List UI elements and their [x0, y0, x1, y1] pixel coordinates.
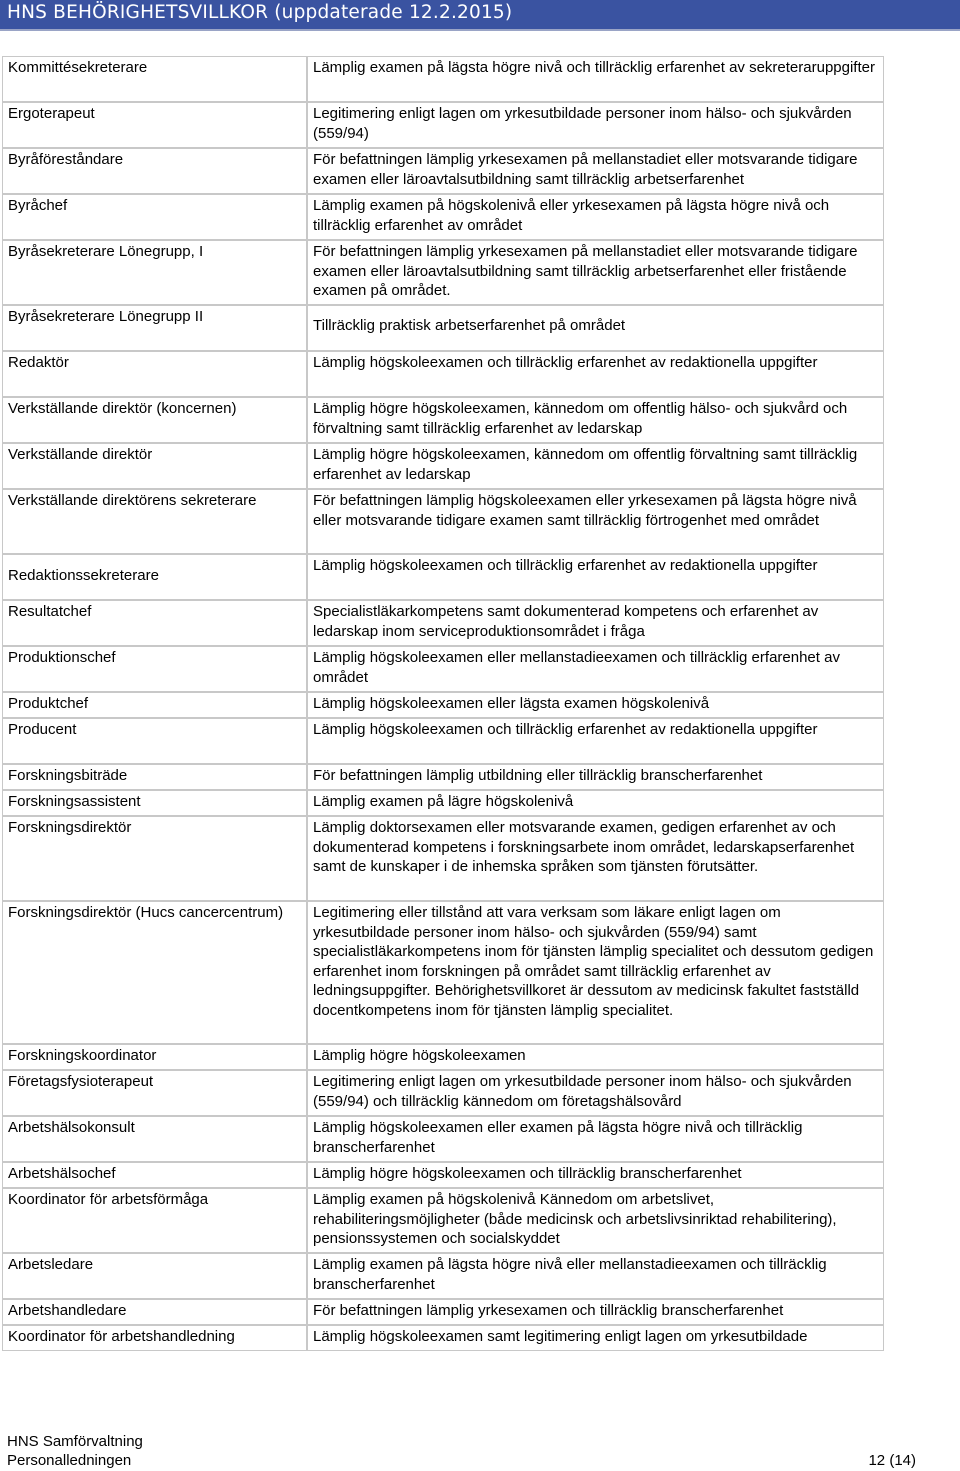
table-row	[2, 901, 884, 1044]
requirement-cell: Legitimering enligt lagen om yrkesutbildade personer inom hälso- och sjukvården (559/94)	[307, 102, 884, 148]
position-title-cell: Produktchef	[2, 692, 307, 718]
position-title-cell: Byråchef	[2, 194, 307, 240]
table-row	[2, 102, 884, 148]
requirement-cell: Lämplig examen på lägsta högre nivå eller mellanstadieexamen och tillräcklig branscherfarenhet	[307, 1253, 884, 1299]
position-title-cell: Byråsekreterare Lönegrupp, I	[2, 240, 307, 305]
table-row	[2, 816, 884, 901]
table-row	[2, 240, 884, 305]
eligibility-table	[2, 56, 884, 1351]
requirement-cell: Lämplig högskoleexamen eller lägsta examen högskolenivå	[307, 692, 884, 718]
requirement-cell: För befattningen lämplig yrkesexamen och tillräcklig branscherfarenhet	[307, 1299, 884, 1325]
position-title-cell: Byråsekreterare Lönegrupp II	[2, 305, 307, 351]
table-row	[2, 1070, 884, 1116]
requirement-cell: Lämplig högskoleexamen eller examen på lägsta högre nivå och tillräcklig branscherfarenhet	[307, 1116, 884, 1162]
table-row	[2, 443, 884, 489]
requirement-cell: För befattningen lämplig högskoleexamen eller yrkesexamen på lägsta högre nivå eller motsvarande tidigare examen samt tillräcklig förtrogenhet med området	[307, 489, 884, 554]
position-title-cell: Ergoterapeut	[2, 102, 307, 148]
page-title: HNS BEHÖRIGHETSVILLKOR (uppdaterade 12.2.2015)	[7, 2, 513, 23]
position-title-cell: Forskningsbiträde	[2, 764, 307, 790]
footer-org: HNS Samförvaltning	[7, 1433, 143, 1450]
position-title-cell: Redaktör	[2, 351, 307, 397]
table-row	[2, 1188, 884, 1253]
position-title-cell: Arbetshandledare	[2, 1299, 307, 1325]
footer-dept: Personalledningen	[7, 1452, 132, 1469]
table-row	[2, 148, 884, 194]
position-title-cell: Arbetshälsochef	[2, 1162, 307, 1188]
position-title-cell: Producent	[2, 718, 307, 764]
table-row	[2, 1325, 884, 1351]
page-number: 12 (14)	[868, 1452, 916, 1469]
position-title-cell: Forskningsdirektör (Hucs cancercentrum)	[2, 901, 307, 1044]
requirement-cell: Lämplig högre högskoleexamen och tillräcklig branscherfarenhet	[307, 1162, 884, 1188]
position-title-cell: Verkställande direktör	[2, 443, 307, 489]
header-divider	[0, 29, 960, 31]
table-row	[2, 397, 884, 443]
footer-org-block	[7, 1432, 143, 1470]
table-row	[2, 489, 884, 554]
position-title-cell: Redaktionssekreterare	[2, 554, 307, 600]
requirement-cell: Legitimering enligt lagen om yrkesutbildade personer inom hälso- och sjukvården (559/94) och tillräcklig kännedom om företagshälsovård	[307, 1070, 884, 1116]
requirement-cell: Lämplig högskoleexamen och tillräcklig erfarenhet av redaktionella uppgifter	[307, 554, 884, 600]
position-title-cell: Byråföreståndare	[2, 148, 307, 194]
table-row	[2, 1044, 884, 1070]
position-title-cell: Forskningsassistent	[2, 790, 307, 816]
table-row	[2, 56, 884, 102]
position-title-cell: Resultatchef	[2, 600, 307, 646]
table-row	[2, 790, 884, 816]
table-row	[2, 1253, 884, 1299]
table-row	[2, 692, 884, 718]
requirement-cell: Lämplig examen på högskolenivå eller yrkesexamen på lägsta högre nivå och tillräcklig erfarenhet av området	[307, 194, 884, 240]
requirement-cell: För befattningen lämplig utbildning eller tillräcklig branscherfarenhet	[307, 764, 884, 790]
table-row	[2, 718, 884, 764]
position-title-cell: Forskningskoordinator	[2, 1044, 307, 1070]
table-row	[2, 554, 884, 600]
table-row	[2, 305, 884, 351]
header-bar	[0, 0, 960, 29]
requirement-cell: Tillräcklig praktisk arbetserfarenhet på området	[307, 305, 884, 351]
table-row	[2, 194, 884, 240]
position-title-cell: Koordinator för arbetshandledning	[2, 1325, 307, 1351]
requirement-cell: Lämplig examen på högskolenivå Kännedom om arbetslivet, rehabiliteringsmöjligheter (både medicinsk och arbetslivsinriktad rehabilitering), pensionssystemen och socialskyddet	[307, 1188, 884, 1253]
requirement-cell: Lämplig högre högskoleexamen	[307, 1044, 884, 1070]
position-title-cell: Produktionschef	[2, 646, 307, 692]
table-body	[2, 56, 884, 1351]
position-title-cell: Företagsfysioterapeut	[2, 1070, 307, 1116]
position-title-cell: Arbetshälsokonsult	[2, 1116, 307, 1162]
requirement-cell: Lämplig högskoleexamen och tillräcklig erfarenhet av redaktionella uppgifter	[307, 351, 884, 397]
requirement-cell: Legitimering eller tillstånd att vara verksam som läkare enligt lagen om yrkesutbildade personer inom hälso- och sjukvården (559/94) samt specialistläkarkompetens inom för tjänsten lämplig specialitet och dessutom gedigen erfarenhet inom forskningen på området samt tillräcklig erfarenhet av ledningsuppgifter. Behörighetsvillkoret är dessutom av medicinsk fakultet fastställd docentkompetens inom för tjänsten lämplig specialitet.	[307, 901, 884, 1044]
requirement-cell: För befattningen lämplig yrkesexamen på mellanstadiet eller motsvarande tidigare examen eller läroavtalsutbildning samt tillräcklig arbetserfarenhet	[307, 148, 884, 194]
table-row	[2, 646, 884, 692]
requirement-cell: Lämplig examen på lägsta högre nivå och tillräcklig erfarenhet av sekreteraruppgifter	[307, 56, 884, 102]
position-title-cell: Koordinator för arbetsförmåga	[2, 1188, 307, 1253]
position-title-cell: Arbetsledare	[2, 1253, 307, 1299]
table-row	[2, 1299, 884, 1325]
requirement-cell: Lämplig högskoleexamen och tillräcklig erfarenhet av redaktionella uppgifter	[307, 718, 884, 764]
position-title-cell: Verkställande direktörens sekreterare	[2, 489, 307, 554]
requirement-cell: Lämplig doktorsexamen eller motsvarande examen, gedigen erfarenhet av och dokumenterad kompetens i forskningsarbete inom området, ledarskapserfarenhet samt de kunskaper i de inhemska språken som tjänsten förutsätter.	[307, 816, 884, 901]
table-row	[2, 1116, 884, 1162]
table-row	[2, 764, 884, 790]
requirement-cell: Lämplig högre högskoleexamen, kännedom om offentlig förvaltning samt tillräcklig erfarenhet av ledarskap	[307, 443, 884, 489]
requirement-cell: Specialistläkarkompetens samt dokumenterad kompetens och erfarenhet av ledarskap inom serviceproduktionsområdet i fråga	[307, 600, 884, 646]
requirement-cell: Lämplig högskoleexamen eller mellanstadieexamen och tillräcklig erfarenhet av området	[307, 646, 884, 692]
table-row	[2, 351, 884, 397]
requirement-cell: Lämplig examen på lägre högskolenivå	[307, 790, 884, 816]
requirement-cell: För befattningen lämplig yrkesexamen på mellanstadiet eller motsvarande tidigare examen eller läroavtalsutbildning samt tillräcklig arbetserfarenhet eller fristående examen på området.	[307, 240, 884, 305]
requirement-cell: Lämplig högre högskoleexamen, kännedom om offentlig hälso- och sjukvård och förvaltning samt tillräcklig erfarenhet av ledarskap	[307, 397, 884, 443]
table-row	[2, 600, 884, 646]
requirement-cell: Lämplig högskoleexamen samt legitimering enligt lagen om yrkesutbildade	[307, 1325, 884, 1351]
position-title-cell: Forskningsdirektör	[2, 816, 307, 901]
position-title-cell: Kommittésekreterare	[2, 56, 307, 102]
position-title-cell: Verkställande direktör (koncernen)	[2, 397, 307, 443]
table-row	[2, 1162, 884, 1188]
